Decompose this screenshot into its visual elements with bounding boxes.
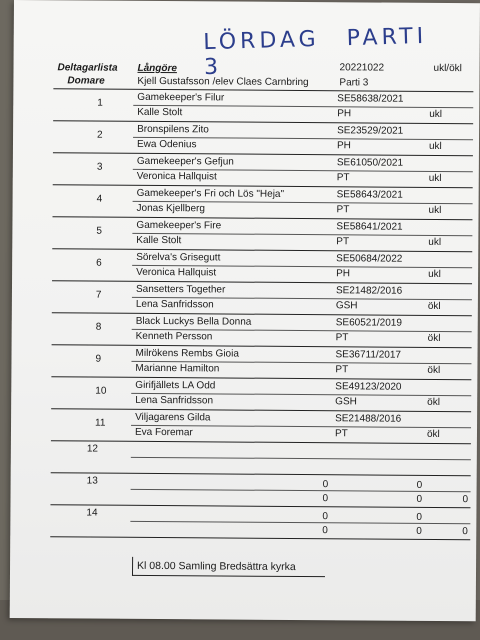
handler-name: Kalle Stolt	[136, 234, 182, 247]
list-item	[52, 217, 472, 252]
class-code: ökl	[427, 332, 441, 344]
header-class: ukl/ökl	[433, 62, 462, 75]
class-code: ökl	[426, 428, 440, 440]
class-code: ukl	[428, 140, 442, 152]
class-code: ökl	[427, 300, 441, 312]
entry-number: 8	[95, 321, 102, 333]
breed-code: PT	[336, 204, 350, 216]
placeholder-value: 0	[322, 511, 329, 523]
entry-number: 5	[96, 225, 102, 237]
list-item	[52, 313, 472, 348]
registration-number: SE61050/2021	[336, 157, 404, 169]
dog-name: Girifjällets LA Odd	[135, 379, 216, 392]
entry-number: 6	[96, 257, 102, 269]
handler-name: Marianne Hamilton	[135, 362, 220, 375]
class-code: ukl	[428, 268, 441, 280]
entry-number: 11	[95, 417, 106, 429]
dog-name: Sansetters Together	[135, 283, 226, 296]
placeholder-value: 0	[416, 511, 422, 523]
breed-code: PT	[334, 428, 348, 440]
handler-name: Ewa Odenius	[136, 138, 197, 151]
handler-name: Eva Foremar	[134, 426, 193, 439]
breed-code: PH	[336, 140, 351, 152]
class-code: ökl	[427, 364, 441, 376]
handler-name: Jonas Kjellberg	[136, 202, 205, 215]
dog-name: Milrökens Rembs Gioia	[135, 347, 239, 360]
breed-code: PT	[336, 172, 350, 184]
entry-number: 7	[95, 289, 102, 301]
breed-code: PT	[336, 236, 350, 248]
dog-name: Black Luckys Bella Donna	[135, 315, 252, 328]
list-item	[51, 377, 471, 412]
header-part: Parti 3	[339, 77, 369, 89]
class-code: ukl	[428, 204, 442, 216]
row-divider	[131, 457, 471, 460]
entry-number: 14	[86, 507, 98, 519]
row-divider	[133, 105, 473, 108]
registration-number: SE21482/2016	[335, 285, 403, 297]
registration-number: SE21488/2016	[335, 413, 402, 425]
class-code: ukl	[428, 236, 442, 248]
dog-name: Bronspilens Zito	[137, 123, 209, 136]
handler-name: Veronica Hallquist	[136, 266, 217, 279]
entry-number: 13	[86, 475, 98, 487]
entries-list	[51, 89, 473, 444]
entry-number: 4	[96, 193, 103, 205]
dog-name: Gamekeeper's Gefjun	[136, 155, 234, 168]
header-location: Långöre	[137, 62, 178, 75]
registration-number: SE60521/2019	[335, 317, 402, 329]
entry-number: 1	[97, 97, 103, 109]
registration-number: SE23529/2021	[337, 125, 404, 137]
breed-code: GSH	[335, 300, 358, 312]
list-item	[52, 249, 472, 284]
entry-number: 9	[95, 353, 102, 365]
placeholder-value: 0	[322, 479, 329, 491]
dog-name: Gamekeeper's Fri och Lös "Heja"	[136, 187, 285, 200]
handler-name: Lena Sanfridsson	[135, 394, 214, 407]
registration-number: SE58643/2021	[336, 189, 403, 201]
header-date: 20221022	[339, 62, 385, 74]
paper-sheet	[10, 0, 480, 621]
entry-number: 12	[86, 443, 99, 455]
empty-row	[50, 473, 470, 508]
handler-name: Veronica Hallquist	[136, 170, 217, 183]
footer-note: Kl 08.00 Samling Bredsättra kyrka	[132, 557, 325, 577]
class-code: ukl	[428, 172, 442, 184]
placeholder-value: 0	[416, 493, 423, 505]
placeholder-value: 0	[322, 493, 329, 505]
participant-list	[50, 60, 473, 540]
entry-number: 10	[95, 385, 107, 397]
handwritten-number: 3	[203, 54, 223, 81]
list-item	[51, 345, 471, 380]
registration-number: SE49123/2020	[335, 381, 402, 393]
breed-code: PH	[337, 108, 352, 120]
class-code: ukl	[429, 108, 443, 120]
entry-number: 2	[97, 129, 103, 141]
dog-name: Viljagarens Gilda	[135, 411, 211, 424]
placeholder-value: 0	[322, 525, 328, 537]
registration-number: SE58641/2021	[336, 221, 403, 233]
placeholder-value: 0	[462, 526, 468, 538]
handwritten-day: LÖRDAG	[203, 26, 321, 56]
header-judge: Kjell Gustafsson /elev Claes Carnbring	[137, 75, 309, 89]
registration-number: SE50684/2022	[336, 253, 403, 265]
header-judge-label: Domare	[67, 75, 105, 87]
handler-name: Kalle Stolt	[137, 106, 183, 119]
list-item	[53, 121, 473, 156]
handler-name: Lena Sanfridsson	[135, 298, 214, 311]
entry-number: 3	[96, 161, 103, 173]
breed-code: GSH	[335, 396, 357, 408]
breed-code: PT	[335, 364, 349, 376]
header-list-label: Deltagarlista	[57, 62, 118, 74]
breed-code: PT	[335, 332, 349, 344]
class-code: ökl	[427, 396, 441, 408]
handler-name: Kenneth Persson	[135, 330, 213, 343]
empty-row	[50, 505, 470, 540]
dog-name: Sörelva's Grisegutt	[136, 251, 221, 264]
list-item	[53, 89, 473, 124]
empty-rows	[50, 441, 471, 540]
breed-code: PH	[336, 268, 351, 280]
dog-name: Gamekeeper's Fire	[136, 219, 222, 232]
empty-row	[51, 441, 471, 476]
handwritten-part: PARTI	[346, 23, 428, 52]
placeholder-value: 0	[416, 525, 422, 537]
list-item	[51, 409, 471, 444]
list-item	[52, 185, 472, 220]
row-divider	[132, 233, 472, 236]
registration-number: SE36711/2017	[335, 349, 402, 361]
dog-name: Gamekeeper's Filur	[137, 91, 225, 104]
list-item	[52, 281, 472, 316]
placeholder-value: 0	[462, 494, 469, 506]
registration-number: SE58638/2021	[337, 93, 404, 105]
placeholder-value: 0	[416, 479, 423, 491]
list-item	[53, 153, 473, 188]
